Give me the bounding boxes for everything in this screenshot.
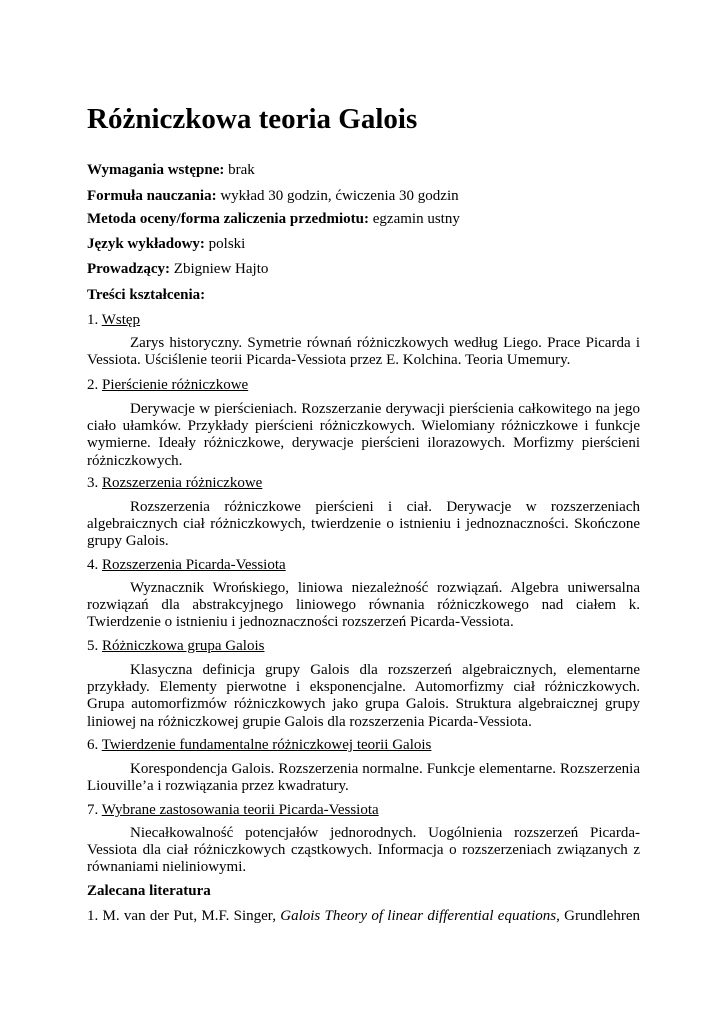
section-2-heading [87, 375, 248, 395]
meta-value: wykład 30 godzin, ćwiczenia 30 godzin [216, 188, 459, 204]
section-title: Twierdzenie fundamentalne różniczkowej teorii Galois [101, 737, 432, 753]
section-5-text: Klasyczna definicja grupy Galois dla rozszerzeń algebraicznych, elementarne przykłady. Elementy pierwotne i eksponencjalne. Automorfizmy ciał różniczkowych. Grupa automorfizmów różniczkowych jako grupa Galois. Struktura algebraicznej grupy liniowej na różniczkowej grupie Galois dla rozszerzenia Picarda-Vessiota. [87, 662, 640, 730]
meta-contents [87, 285, 205, 305]
meta-lecturer [87, 259, 268, 279]
section-5-heading [87, 636, 264, 656]
meta-value: Zbigniew Hajto [170, 261, 269, 277]
meta-label: Wymagania wstępne: [87, 162, 225, 178]
section-number: 1. [87, 312, 102, 328]
meta-label: Formuła nauczania: [87, 188, 217, 204]
literature-book-title: Galois Theory of linear differential equations [280, 908, 557, 924]
literature-publisher: , Grundlehren [556, 908, 640, 924]
section-3-text: Rozszerzenia różniczkowe pierścieni i ciał. Derywacje w rozszerzeniach algebraicznych ciał różniczkowych, twierdzenie o istnieniu i jednoznaczności. Skończone grupy Galois. [87, 499, 640, 550]
section-1-heading [87, 310, 140, 330]
section-number: 6. [87, 737, 102, 753]
section-4-heading [87, 555, 286, 575]
page-title: Różniczkowa teoria Galois [87, 103, 418, 135]
section-title: Wstęp [101, 312, 141, 328]
section-title: Rozszerzenia różniczkowe [102, 475, 263, 491]
meta-prerequisites [87, 160, 255, 180]
literature-authors: 1. M. van der Put, M.F. Singer, [87, 908, 281, 924]
section-title: Rozszerzenia Picarda-Vessiota [102, 557, 286, 573]
meta-value: polski [204, 236, 246, 252]
section-7-heading [87, 800, 379, 820]
section-4-text: Wyznacznik Wrońskiego, liniowa niezależność rozwiązań. Algebra uniwersalna rozwiązań dla abstrakcyjnego liniowego równania różniczkowego nad ciałem k. Twierdzenie o istnieniu i jednoznaczności rozszerzeń Picarda-Vessiota. [87, 580, 640, 631]
section-number: 2. [87, 377, 102, 393]
literature-item [87, 906, 640, 926]
meta-teaching-form [87, 186, 459, 206]
section-6-text: Korespondencja Galois. Rozszerzenia normalne. Funkcje elementarne. Rozszerzenia Liouville’a i rozwiązania przez kwadratury. [87, 761, 640, 795]
meta-assessment [87, 209, 460, 229]
section-title: Różniczkowa grupa Galois [102, 638, 265, 654]
meta-label: Metoda oceny/forma zaliczenia przedmiotu: [87, 211, 370, 227]
section-7-text: Niecałkowalność potencjałów jednorodnych. Uogólnienia rozszerzeń Picarda-Vessiota dla ciał różniczkowych cząstkowych. Informacja o rozszerzeniach związanych z równaniami nieliniowymi. [87, 825, 640, 876]
meta-language [87, 234, 245, 254]
section-number: 7. [87, 802, 102, 818]
meta-label: Język wykładowy: [87, 236, 205, 252]
literature-heading: Zalecana literatura [87, 883, 211, 899]
section-number: 3. [87, 475, 102, 491]
section-title: Pierścienie różniczkowe [102, 377, 249, 393]
section-number: 4. [87, 557, 102, 573]
section-3-heading [87, 473, 262, 493]
section-title: Wybrane zastosowania teorii Picarda-Vessiota [101, 802, 379, 818]
meta-label: Treści kształcenia: [87, 287, 206, 303]
section-6-heading [87, 735, 431, 755]
meta-value: brak [224, 162, 255, 178]
meta-label: Prowadzący: [87, 261, 171, 277]
meta-value: egzamin ustny [369, 211, 460, 227]
section-1-text: Zarys historyczny. Symetrie równań różniczkowych według Liego. Prace Picarda i Vessiota. Uściślenie teorii Picarda-Vessiota przez E. Kolchina. Teoria Umemury. [87, 335, 640, 369]
section-number: 5. [87, 638, 102, 654]
section-2-text: Derywacje w pierścieniach. Rozszerzanie derywacji pierścienia całkowitego na jego ciało ułamków. Przykłady pierścieni różniczkowych. Wielomiany różniczkowe i funkcje wymierne. Ideały różniczkowe, derywacje pierścieni ilorazowych. Morfizmy pierścieni różniczkowych. [87, 401, 640, 469]
